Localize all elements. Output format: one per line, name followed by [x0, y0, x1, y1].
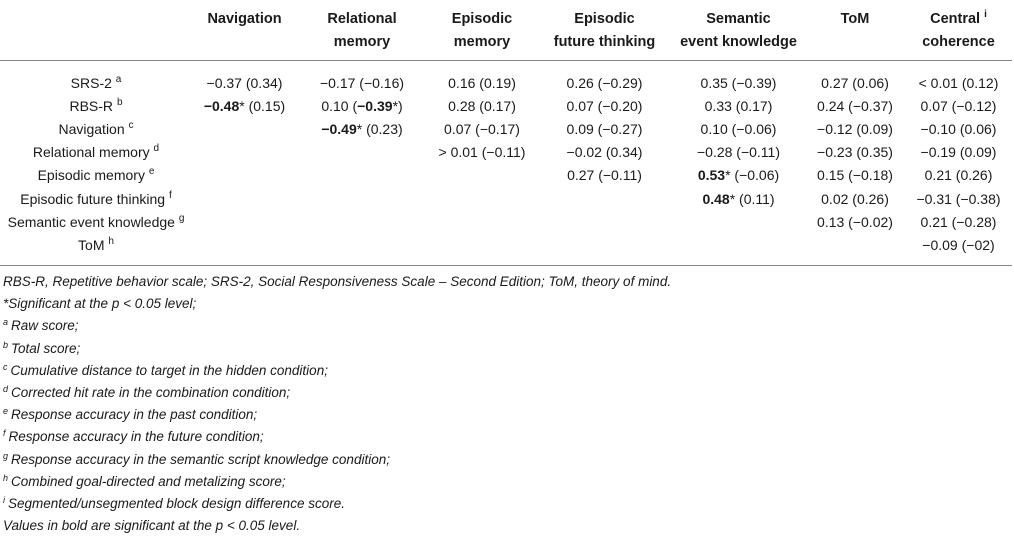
- significant-value: 0.53: [697, 167, 726, 184]
- table-cell: [672, 164, 805, 187]
- table-cell: [672, 94, 805, 117]
- table-cell: [537, 164, 672, 187]
- column-header: [192, 4, 297, 61]
- row-label-superscript: c: [128, 119, 134, 131]
- cell-value: < 0.01 (0.12): [918, 74, 999, 91]
- row-label-text: Navigation: [58, 120, 125, 137]
- significant-value: −0.39: [357, 97, 393, 114]
- row-label-text: Episodic future thinking: [20, 190, 166, 207]
- cell-value: −0.10 (0.06): [920, 120, 997, 137]
- table-cell: [192, 141, 297, 164]
- table-cell: [537, 117, 672, 140]
- row-label-text: RBS-R: [69, 97, 114, 114]
- column-header-line1: Navigation: [207, 11, 282, 27]
- table-cell: [905, 61, 1012, 95]
- table-row: [0, 210, 1012, 233]
- cell-value: −0.31 (−0.38): [916, 190, 1001, 207]
- table-cell: [905, 164, 1012, 187]
- cell-value: 0.27 (0.06): [821, 74, 889, 91]
- correlation-table: [0, 4, 1012, 266]
- cell-value: 0.24 (−0.37): [817, 97, 893, 114]
- cell-value: 0.26 (−0.29): [566, 74, 643, 91]
- table-cell: [537, 141, 672, 164]
- table-cell: [297, 61, 427, 95]
- table-cell: [905, 210, 1012, 233]
- table-cell: [805, 141, 905, 164]
- column-header-superscript: i: [984, 9, 987, 20]
- footnote-text: Response accuracy in the semantic script knowledge condition;: [11, 451, 390, 467]
- cell-value: −0.28 (−0.11): [696, 144, 781, 161]
- footnote-marker: g: [3, 450, 9, 461]
- row-label-superscript: g: [178, 212, 185, 224]
- cell-value: −0.17 (−0.16): [319, 74, 405, 91]
- row-label-header: [0, 4, 192, 61]
- table-cell: [805, 94, 905, 117]
- table-row: [0, 164, 1012, 187]
- row-label-text: Episodic memory: [37, 167, 145, 184]
- table-row: [0, 141, 1012, 164]
- footnote-marker: b: [3, 339, 9, 350]
- row-label-text: Relational memory: [32, 144, 150, 161]
- table-cell: [537, 233, 672, 265]
- significant-value: 0.48: [702, 190, 730, 207]
- cell-value: 0.21 (−0.28): [920, 213, 997, 230]
- column-header-line1: Episodic: [574, 11, 635, 27]
- footnote-marker: i: [3, 495, 5, 506]
- cell-value: −0.09 (−02): [922, 236, 995, 253]
- footnote-text: RBS-R, Repetitive behavior scale; SRS-2, Social Responsiveness Scale – Second Edition; ToM, theory of mind.: [3, 274, 672, 289]
- table-cell: [905, 94, 1012, 117]
- significant-value: −0.49: [321, 120, 357, 137]
- table-cell: [192, 164, 297, 187]
- table-cell: [297, 117, 427, 140]
- footnote-marker: e: [3, 406, 9, 417]
- table-cell: [672, 187, 805, 210]
- column-header-line2: memory: [333, 34, 391, 50]
- footnote: [3, 493, 671, 515]
- table-cell: [905, 141, 1012, 164]
- footnote-text: Raw score;: [11, 318, 79, 334]
- table-cell: [192, 210, 297, 233]
- row-label-superscript: d: [153, 143, 160, 155]
- footnote: [3, 315, 671, 337]
- cell-value: 0.28 (0.17): [448, 97, 516, 114]
- cell-value: −0.19 (0.09): [920, 144, 997, 161]
- header-row: [0, 4, 1012, 61]
- table-row: [0, 94, 1012, 117]
- row-label: [0, 233, 192, 265]
- footnote: [3, 338, 671, 360]
- column-header-line1: ToM: [840, 11, 870, 27]
- table-cell: [537, 210, 672, 233]
- table-cell: [192, 94, 297, 117]
- table-row: [0, 187, 1012, 210]
- column-header-line1: Relational: [327, 11, 397, 27]
- table-cell: [672, 233, 805, 265]
- table-cell: [297, 210, 427, 233]
- row-label-superscript: f: [168, 189, 172, 201]
- table-cell: [192, 61, 297, 95]
- table-cell: [805, 187, 905, 210]
- row-label: [0, 210, 192, 233]
- cell-value: * (−0.06): [725, 167, 780, 184]
- cell-value: 0.33 (0.17): [704, 97, 773, 114]
- row-label: [0, 141, 192, 164]
- column-header-line1: Semantic: [706, 11, 771, 27]
- footnote: [3, 515, 671, 537]
- table-cell: [905, 187, 1012, 210]
- table-cell: [427, 164, 537, 187]
- footnote-text: Cumulative distance to target in the hidden condition;: [10, 362, 328, 378]
- table-cell: [672, 141, 805, 164]
- table-cell: [537, 187, 672, 210]
- row-label-superscript: b: [116, 96, 123, 108]
- cell-value: 0.07 (−0.20): [566, 97, 643, 114]
- column-header-line2: future thinking: [553, 34, 656, 50]
- table-cell: [805, 61, 905, 95]
- column-header: [905, 4, 1012, 61]
- footnote-text: Response accuracy in the past condition;: [11, 407, 258, 423]
- footnote-text: Combined goal-directed and metalizing score;: [11, 473, 286, 489]
- cell-value-after: *): [392, 97, 403, 114]
- column-header-line2: memory: [453, 34, 511, 50]
- table-cell: [427, 94, 537, 117]
- table-cell: [427, 187, 537, 210]
- row-label-text: ToM: [78, 236, 105, 253]
- cell-value: −0.12 (0.09): [817, 120, 893, 137]
- table-cell: [672, 117, 805, 140]
- row-label: [0, 61, 192, 95]
- table-row: [0, 117, 1012, 140]
- row-label: [0, 94, 192, 117]
- cell-value: −0.37 (0.34): [206, 74, 283, 91]
- table-cell: [427, 141, 537, 164]
- table-cell: [537, 94, 672, 117]
- table-cell: [427, 233, 537, 265]
- row-label-superscript: e: [148, 166, 155, 178]
- cell-value: 0.02 (0.26): [821, 190, 889, 207]
- significant-value: −0.48: [203, 97, 240, 114]
- footnote-text: Total score;: [11, 340, 81, 356]
- cell-value: * (0.15): [239, 97, 286, 114]
- column-header: [537, 4, 672, 61]
- table-cell: [805, 233, 905, 265]
- row-label-text: Semantic event knowledge: [7, 213, 175, 230]
- footnote-marker: c: [3, 361, 8, 372]
- footnote-text: Segmented/unsegmented block design difference score.: [8, 496, 345, 512]
- footnote: [3, 271, 671, 293]
- footnote-marker: f: [3, 428, 6, 439]
- row-label: [0, 117, 192, 140]
- table-cell: [192, 117, 297, 140]
- row-label-text: SRS-2: [70, 74, 112, 91]
- table-cell: [905, 117, 1012, 140]
- table-cell: [297, 141, 427, 164]
- cell-value: 0.07 (−0.12): [920, 97, 997, 114]
- cell-value: −0.02 (0.34): [566, 144, 643, 161]
- cell-value: * (0.11): [729, 190, 775, 207]
- table-body: [0, 61, 1012, 266]
- cell-value: 0.07 (−0.17): [444, 120, 520, 137]
- table-cell: [537, 61, 672, 95]
- table-cell: [805, 210, 905, 233]
- cell-value: 0.10 (: [321, 97, 358, 114]
- cell-value: 0.15 (−0.18): [817, 167, 893, 184]
- cell-value: 0.27 (−0.11): [567, 167, 642, 184]
- footnote: [3, 404, 671, 426]
- table-cell: [427, 210, 537, 233]
- table-cell: [905, 233, 1012, 265]
- cell-value: 0.35 (−0.39): [700, 74, 777, 91]
- row-label-superscript: h: [108, 235, 114, 247]
- table-cell: [192, 187, 297, 210]
- table-cell: [672, 61, 805, 95]
- footnote-marker: d: [3, 384, 9, 395]
- table-cell: [805, 164, 905, 187]
- table-cell: [297, 164, 427, 187]
- cell-value: > 0.01 (−0.11): [438, 144, 526, 161]
- table-row: [0, 61, 1012, 95]
- footnote: [3, 471, 671, 493]
- table-cell: [192, 233, 297, 265]
- footnote-text: Corrected hit rate in the combination condition;: [11, 385, 291, 401]
- column-header-line1: Episodic: [451, 11, 513, 27]
- table-cell: [297, 233, 427, 265]
- cell-value: 0.21 (0.26): [924, 167, 993, 184]
- row-label: [0, 164, 192, 187]
- table-cell: [297, 94, 427, 117]
- cell-value: 0.10 (−0.06): [700, 120, 777, 137]
- footnote: [3, 382, 671, 404]
- column-header: [805, 4, 905, 61]
- column-header: [297, 4, 427, 61]
- cell-value: −0.23 (0.35): [817, 144, 893, 161]
- table-cell: [297, 187, 427, 210]
- table-footnotes: [3, 271, 671, 537]
- column-header-line2: coherence: [922, 34, 995, 50]
- footnote-marker: h: [3, 472, 9, 483]
- table-cell: [427, 61, 537, 95]
- footnote: [3, 293, 671, 315]
- column-header: [427, 4, 537, 61]
- footnote-text: *Significant at the p < 0.05 level;: [3, 296, 197, 312]
- row-label: [0, 187, 192, 210]
- column-header-line1: Central: [930, 11, 981, 27]
- cell-value: * (0.23): [356, 120, 403, 137]
- cell-value: 0.16 (0.19): [448, 74, 516, 91]
- table-cell: [805, 117, 905, 140]
- table-cell: [672, 210, 805, 233]
- column-header: [672, 4, 805, 61]
- footnote: [3, 449, 671, 471]
- table-row: [0, 233, 1012, 265]
- table-cell: [427, 117, 537, 140]
- footnote: [3, 426, 671, 448]
- row-label-superscript: a: [115, 73, 122, 85]
- footnote: [3, 360, 671, 382]
- cell-value: 0.09 (−0.27): [566, 120, 643, 137]
- footnote-text: Values in bold are significant at the p < 0.05 level.: [3, 518, 301, 534]
- footnote-marker: a: [3, 317, 9, 328]
- column-header-line2: event knowledge: [680, 34, 797, 50]
- cell-value: 0.13 (−0.02): [817, 213, 893, 230]
- footnote-text: Response accuracy in the future condition;: [8, 429, 264, 445]
